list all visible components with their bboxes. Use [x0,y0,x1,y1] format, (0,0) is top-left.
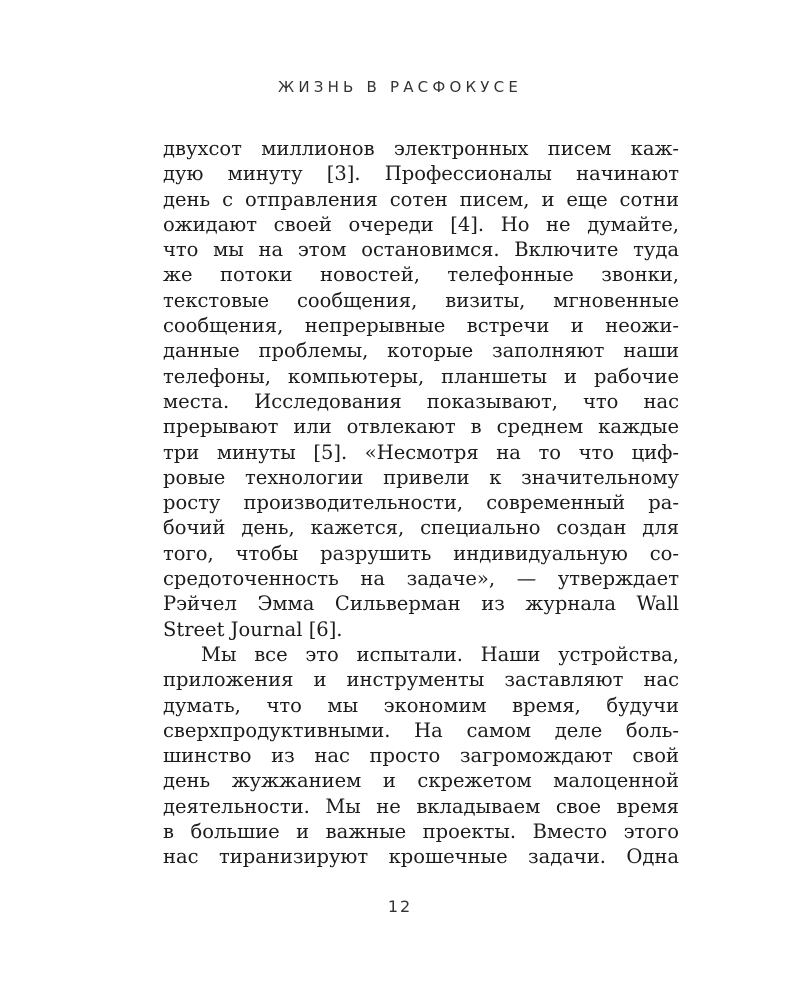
text-line: деятельности. Мы не вкладываем свое время [163,794,679,818]
text-line: же потоки новостей, телефонные звонки, [163,263,679,287]
text-line: шинство из нас просто загромождают свой [163,744,679,768]
text-line: три минуты [5]. «Несмотря на то что циф- [163,440,679,464]
text-line: ровые технологии привели к значительному [163,465,679,489]
text-line: ожидают своей очереди [4]. Но не думайте, [163,212,679,236]
text-line: места. Исследования показывают, что нас [163,389,679,413]
text-line: росту производительности, современный ра- [163,491,679,515]
text-line: средоточенность на задаче», — утверждает [163,567,679,591]
text-line: сверхпродуктивными. На самом деле боль- [163,718,679,742]
text-line: Мы все это испытали. Наши устройства, [201,642,679,666]
text-line: день с отправления сотен писем, и еще сотни [163,187,679,211]
text-line: Рэйчел Эмма Сильверман из журнала Wall [163,592,679,616]
page-number: 12 [387,897,413,916]
text-line: думать, что мы экономим время, будучи [163,693,679,717]
text-line: сообщения, непрерывные встречи и неожи- [163,314,679,338]
text-line: что мы на этом остановимся. Включите туда [163,238,679,262]
text-line: Street Journal [6]. [163,617,343,641]
text-line: телефоны, компьютеры, планшеты и рабочие [163,364,679,388]
text-line: прерывают или отвлекают в среднем каждые [163,415,679,439]
text-line: нас тиранизируют крошечные задачи. Одна [163,845,679,869]
text-line: в большие и важные проекты. Вместо этого [163,820,679,844]
text-line: текстовые сообщения, визиты, мгновенные [163,288,679,312]
text-line: того, чтобы разрушить индивидуальную со- [163,541,679,565]
running-head: ЖИЗНЬ В РАСФОКУСЕ [277,78,523,96]
text-line: приложения и инструменты заставляют нас [163,668,679,692]
text-line: двухсот миллионов электронных писем каж- [163,137,679,160]
text-line: день жужжанием и скрежетом малоценной [163,769,679,793]
text-line: данные проблемы, которые заполняют наши [163,339,679,363]
body-text [163,136,679,870]
text-line: бочий день, кажется, специально создан для [163,516,679,540]
text-line: дую минуту [3]. Профессионалы начинают [163,162,679,186]
